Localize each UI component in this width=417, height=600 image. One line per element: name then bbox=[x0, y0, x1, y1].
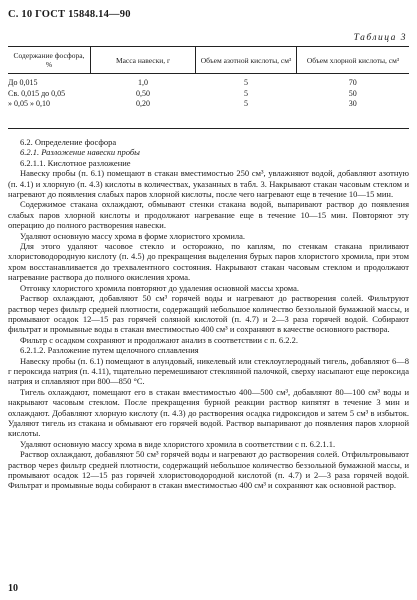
phosphorus-table bbox=[8, 46, 409, 110]
paragraph: Удаляют основную массу хрома в форме хлористого хромила. bbox=[20, 230, 246, 241]
paragraph: Содержимое стакана охлаждают, обмывают стенки стакана водой, выпаривают раствор до появления слабых паров хлорной кислоты и продолжают нагревание еще в течение 10—15 мин. Повторяют эту операцию до полного растворения навески. bbox=[8, 199, 409, 231]
table-cell: Св. 0,015 до 0,05 bbox=[8, 88, 66, 98]
table-cell: До 0,015 bbox=[8, 78, 38, 87]
table-header-row bbox=[8, 47, 409, 74]
table-cell: 5 bbox=[244, 88, 248, 98]
page-header: С. 10 ГОСТ 15848.14—90 bbox=[8, 9, 131, 20]
table-cell: 0,50 bbox=[136, 88, 150, 98]
paragraph: Для этого удаляют часовое стекло и осторожно, по каплям, по стенкам стакана приливают хлористоводородную кислоту (п. 4.5) до прекращения выделения бурых паров хлористого хромила, при этом хром восстанавливается до трехвалентного состояния. Накрывают стакан часовым стеклом и продолжают нагревание раствора до полного окисления хрома. bbox=[8, 241, 409, 283]
table-cell: » 0,05 » 0,10 bbox=[8, 99, 50, 108]
paragraph: Тигель охлаждают, помещают его в стакан вместимостью 400—500 см³, добавляют 80—100 см³ воды и накрывают часовым стеклом. После прекращения бурной реакции раствор кипятят в течение 3 мин и охлаждают. Добавляют хлорную кислоту (п. 4.3) до растворения осадка гидроксидов и затем 5 см³ в избыток. Удаляют тигель из стакана и обмывают его горячей водой. Раствор выпаривают до появления паров хлорной кислоты. bbox=[8, 386, 409, 439]
table-row bbox=[8, 99, 409, 110]
paragraph: Удаляют основную массу хрома в виде хлористого хромила в соответствии с п. 6.2.1.1. bbox=[20, 438, 336, 449]
table-cell: 5 bbox=[244, 99, 248, 108]
paragraph: 6.2.1.1. Кислотное разложение bbox=[20, 157, 131, 168]
paragraph: Отгонку хлористого хромила повторяют до удаления основной массы хрома. bbox=[20, 282, 300, 293]
table-cell: 50 bbox=[348, 88, 357, 98]
paragraph: Фильтр с осадком сохраняют и продолжают анализ в соответствии с п. 6.2.2. bbox=[20, 334, 298, 345]
table-header-cell: Содержание фосфора, % bbox=[8, 47, 91, 74]
table-cell: 5 bbox=[244, 78, 248, 87]
paragraph: Раствор охлаждают, добавляют 50 см³ горячей воды и нагревают до растворения солей. Фильтруют раствор через фильтр средней плотности, содержащий небольшое количество беззольной бумажной массы, и промывают осадок 12—15 раз горячей соляной кислотой (п. 4.7) и 2—3 раза горячей водой. Собирают фильтрат и промывные воды в стакан вместимостью 400 см³ и сохраняют в качестве основного раствора. bbox=[8, 293, 409, 335]
paragraph: Навеску пробы (п. 6.1) помещают в алундовый, никелевый или стеклоуглеродный тигель, добавляют 6—8 г пероксида натрия (п. 4.11), тщательно перемешивают стеклянной палочкой, сверху насыпают еще пероксида натрия и сплавляют при 800—850 °С. bbox=[8, 355, 409, 387]
table-cell: 30 bbox=[348, 99, 357, 108]
paragraph: Раствор охлаждают, добавляют 50 см³ горячей воды и нагревают до растворения солей. Отфильтровывают раствор через фильтр средней плотности, содержащий небольшое количество беззольной бумажной массы, и промывают осадок 12—15 раз горячей хлористоводородной кислотой (п. 4.7) и 2—3 раза горячей водой. Фильтрат и промывные воды собирают в стакан вместимостью 400 см³ и сохраняют как основной раствор. bbox=[8, 449, 409, 491]
table-header-cell: Объем хлорной кислоты, см³ bbox=[297, 47, 410, 74]
section-heading: 6.2. Определение фосфора bbox=[20, 137, 117, 147]
table-cell: 70 bbox=[348, 78, 357, 87]
paragraph: Навеску пробы (п. 6.1) помещают в стакан вместимостью 250 см³, увлажняют водой, добавляют азотную (п. 4.1) и хлорную (п. 4.3) кислоты в количествах, указанных в табл. 3. Накрывают стакан часовым стеклом и нагревают до появления слабых паров хлорной кислоты, после чего нагревают еще в течение 10—15 мин. bbox=[8, 168, 409, 200]
subsection-heading: 6.2.1. Разложение навески пробы bbox=[20, 147, 140, 158]
table-row bbox=[8, 89, 409, 100]
table-label: Таблица 3 bbox=[353, 33, 407, 43]
table-row bbox=[8, 74, 409, 89]
page-number: 10 bbox=[8, 583, 18, 594]
body-text bbox=[8, 137, 409, 491]
paragraph: 6.2.1.2. Разложение путем щелочного сплавления bbox=[20, 345, 199, 356]
table-cell: 0,20 bbox=[136, 99, 150, 108]
table-header-cell: Масса навески, г bbox=[91, 47, 196, 74]
table-header-cell: Объем азотной кислоты, см³ bbox=[196, 47, 297, 74]
table-bottom-rule bbox=[8, 128, 409, 129]
table-cell: 1,0 bbox=[138, 78, 148, 87]
